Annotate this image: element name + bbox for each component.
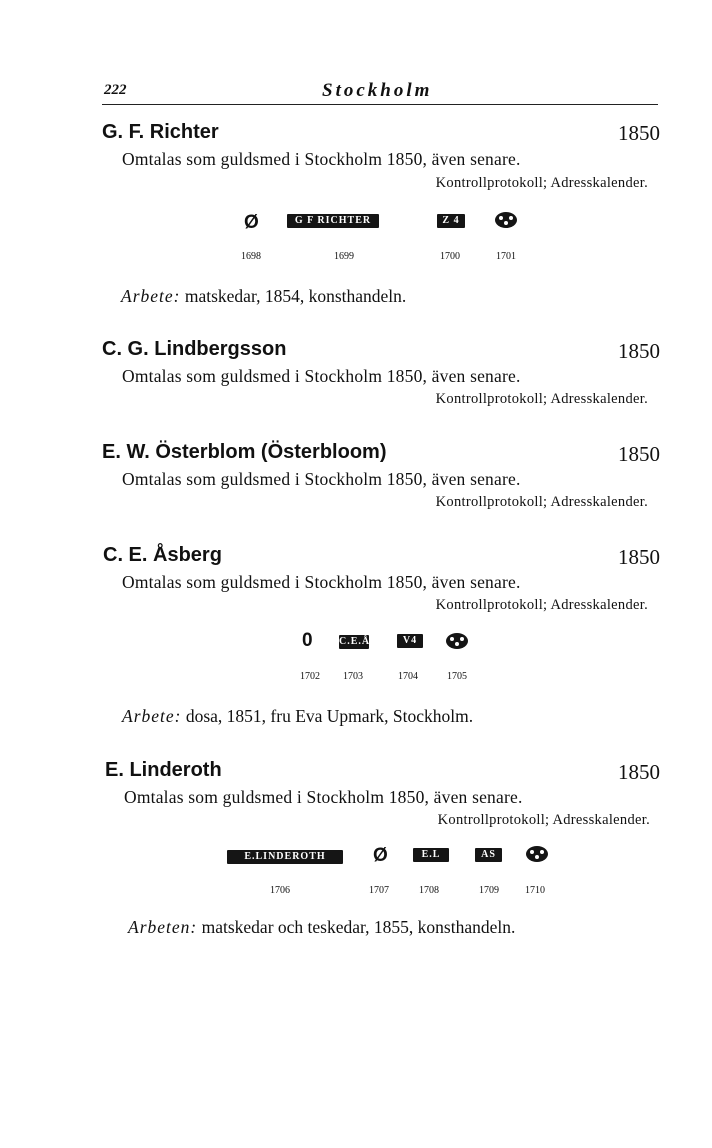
maker-mark-1708: E.L	[413, 848, 449, 862]
three-crowns-mark-1705	[445, 632, 469, 650]
entry-year-asberg: 1850	[618, 545, 660, 569]
page-number: 222	[104, 82, 127, 98]
work-label: Arbete:	[122, 706, 182, 726]
entry-name-asberg: C. E. Åsberg	[103, 544, 222, 566]
city-mark-1707: Ø	[373, 845, 388, 866]
entry-year-lindbergsson: 1850	[618, 339, 660, 363]
assay-mark-1709: AS	[475, 848, 502, 862]
work-label: Arbeten:	[128, 917, 198, 937]
running-title: Stockholm	[322, 80, 433, 101]
entry-name-richter: G. F. Richter	[102, 121, 219, 143]
work-label: Arbete:	[121, 286, 181, 306]
three-crowns-mark-1710	[525, 845, 549, 863]
mark-number-1704: 1704	[398, 671, 418, 682]
entry-text-osterblom: Omtalas som guldsmed i Stockholm 1850, även senare.	[122, 469, 521, 489]
mark-number-1707: 1707	[369, 885, 389, 896]
entry-text-lindbergsson: Omtalas som guldsmed i Stockholm 1850, även senare.	[122, 366, 521, 386]
work-text: dosa, 1851, fru Eva Upmark, Stockholm.	[185, 706, 474, 726]
entry-year-richter: 1850	[618, 121, 660, 145]
mark-number-1705: 1705	[447, 671, 467, 682]
maker-mark-1699: G F RICHTER	[287, 214, 379, 228]
entry-text-linderoth: Omtalas som guldsmed i Stockholm 1850, även senare.	[124, 787, 523, 807]
mark-number-1702: 1702	[300, 671, 320, 682]
city-mark-1702: 0	[302, 630, 313, 651]
entry-year-linderoth: 1850	[618, 760, 660, 784]
maker-mark-1706: E.LINDEROTH	[227, 850, 343, 864]
mark-number-1699: 1699	[334, 251, 354, 262]
entry-source-osterblom: Kontrollprotokoll; Adresskalender.	[435, 494, 648, 510]
work-line-asberg	[122, 706, 473, 727]
date-letter-mark-1700: Z 4	[437, 214, 465, 228]
work-line-richter	[121, 286, 406, 307]
entry-year-osterblom: 1850	[618, 442, 660, 466]
header-rule	[102, 104, 658, 105]
mark-number-1700: 1700	[440, 251, 460, 262]
entry-text-richter: Omtalas som guldsmed i Stockholm 1850, även senare.	[122, 149, 521, 169]
entry-name-lindbergsson: C. G. Lindbergsson	[102, 338, 287, 360]
entry-source-linderoth: Kontrollprotokoll; Adresskalender.	[437, 812, 650, 828]
entry-name-linderoth: E. Linderoth	[105, 759, 222, 781]
entry-source-asberg: Kontrollprotokoll; Adresskalender.	[435, 597, 648, 613]
mark-number-1708: 1708	[419, 885, 439, 896]
entry-text-asberg: Omtalas som guldsmed i Stockholm 1850, även senare.	[122, 572, 521, 592]
work-text: matskedar, 1854, konsthandeln.	[184, 286, 407, 306]
mark-number-1698: 1698	[241, 251, 261, 262]
mark-number-1701: 1701	[496, 251, 516, 262]
mark-number-1710: 1710	[525, 885, 545, 896]
date-letter-mark-1704: V4	[397, 634, 423, 648]
city-mark-1698: Ø	[244, 212, 259, 233]
entry-source-richter: Kontrollprotokoll; Adresskalender.	[435, 175, 648, 191]
work-line-linderoth	[128, 917, 515, 938]
work-text: matskedar och teskedar, 1855, konsthandeln.	[201, 917, 516, 937]
mark-number-1706: 1706	[270, 885, 290, 896]
mark-number-1703: 1703	[343, 671, 363, 682]
maker-mark-1703: C.E.Å	[339, 636, 371, 647]
entry-name-osterblom: E. W. Österblom (Österbloom)	[102, 441, 387, 463]
three-crowns-mark-1701	[494, 211, 518, 229]
mark-number-1709: 1709	[479, 885, 499, 896]
entry-source-lindbergsson: Kontrollprotokoll; Adresskalender.	[435, 391, 648, 407]
